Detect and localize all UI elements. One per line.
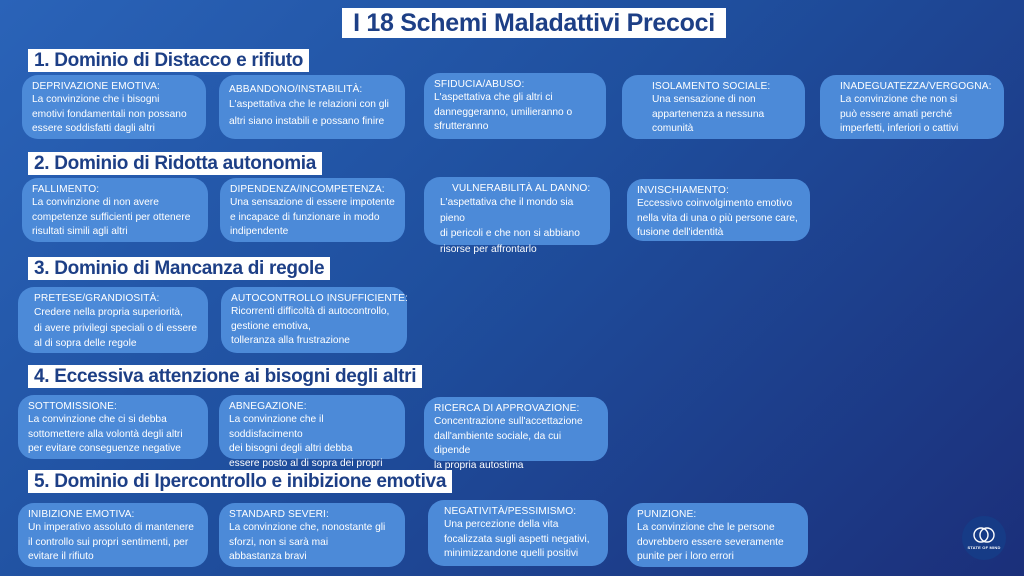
schema-card-deprivazione-emotiva — [22, 75, 206, 139]
schema-title: PRETESE/GRANDIOSITÀ: — [34, 293, 160, 304]
schema-description: Un imperativo assoluto di mantenere il controllo sui propri sentimenti, per evitare il rifiuto — [28, 522, 194, 562]
schema-title: AUTOCONTROLLO INSUFFICIENTE: — [231, 293, 408, 304]
schema-card-sfiducia — [424, 73, 606, 139]
schema-card-invischiamento — [627, 179, 810, 241]
schema-title: RICERCA DI APPROVAZIONE: — [434, 403, 580, 414]
schema-description: La convinzione che il soddisfacimento dei bisogni degli altri debba essere posto al di sopra dei propri — [229, 414, 383, 469]
schema-card-isolamento-sociale — [622, 75, 805, 139]
schema-description: L'aspettativa che le relazioni con gli altri siano instabili e possano finire — [229, 99, 389, 127]
schema-card-abbandono — [219, 75, 405, 139]
schema-description: Una percezione della vita focalizzata sugli aspetti negativi, minimizzandone quelli positivi — [444, 519, 590, 559]
schema-title: DIPENDENZA/INCOMPETENZA: — [230, 184, 385, 195]
schema-description: L'aspettativa che il mondo sia pieno di pericoli e che non si abbiano risorse per affrontarlo — [440, 197, 580, 255]
schema-description: L'aspettativa che gli altri ci danneggeranno, umilieranno o sfrutteranno — [434, 92, 573, 132]
schema-description: La convinzione che non si può essere amati perché imperfetti, inferiori o cattivi — [840, 94, 959, 134]
schema-title: SFIDUCIA/ABUSO: — [434, 79, 525, 90]
schema-description: La convinzione che, nonostante gli sforzi, non si sarà mai abbastanza bravi — [229, 522, 386, 562]
schema-card-inadeguatezza — [820, 75, 1004, 139]
schema-description: La convinzione che ci si debba sottomettere alla volontà degli altri per evitare conseguenze negative — [28, 414, 183, 454]
domain-heading-1: 1. Dominio di Distacco e rifiuto — [28, 49, 309, 72]
schema-description: La convinzione di non avere competenze sufficienti per ottenere risultati simili agli altri — [32, 197, 191, 237]
schema-title: SOTTOMISSIONE: — [28, 401, 117, 412]
schema-card-vulnerabilita — [424, 177, 610, 255]
schema-title: VULNERABILITÀ AL DANNO: — [452, 183, 591, 194]
domain-heading-2: 2. Dominio di Ridotta autonomia — [28, 152, 322, 175]
schema-title: ISOLAMENTO SOCIALE: — [652, 81, 771, 92]
schema-description: Una sensazione di non appartenenza a nessuna comunità — [652, 94, 765, 134]
schema-description: Concentrazione sull'accettazione dall'ambiente sociale, da cui dipende la propria autostima — [434, 416, 583, 471]
schema-title: INADEGUATEZZA/VERGOGNA: — [840, 81, 992, 92]
schema-card-abnegazione — [219, 395, 405, 469]
domain-heading-4: 4. Eccessiva attenzione ai bisogni degli altri — [28, 365, 422, 388]
schema-card-fallimento — [22, 178, 208, 242]
schema-description: La convinzione che le persone dovrebbero essere severamente punite per i loro errori — [637, 522, 784, 562]
schema-card-standard-severi — [219, 503, 405, 567]
overlapping-circles-icon — [972, 526, 996, 544]
schema-title: NEGATIVITÀ/PESSIMISMO: — [444, 506, 577, 517]
schema-card-negativita — [428, 500, 608, 566]
schema-card-inibizione-emotiva — [18, 503, 208, 567]
page-title: I 18 Schemi Maladattivi Precoci — [342, 8, 726, 38]
domain-heading-3: 3. Dominio di Mancanza di regole — [28, 257, 330, 280]
schema-title: STANDARD SEVERI: — [229, 509, 329, 520]
state-of-mind-logo — [962, 516, 1006, 560]
schema-card-autocontrollo — [221, 287, 407, 353]
schema-card-sottomissione — [18, 395, 208, 459]
schema-title: INIBIZIONE EMOTIVA: — [28, 509, 135, 520]
schema-title: ABNEGAZIONE: — [229, 401, 307, 412]
schema-description: Credere nella propria superiorità, di avere privilegi speciali o di essere al di sopra delle regole — [34, 307, 198, 349]
schema-card-pretese — [18, 287, 208, 353]
schema-title: DEPRIVAZIONE EMOTIVA: — [32, 81, 160, 92]
schema-title: PUNIZIONE: — [637, 509, 697, 520]
schema-card-dipendenza — [220, 178, 405, 242]
schema-description: Una sensazione di essere impotente e incapace di funzionare in modo indipendente — [230, 197, 395, 237]
schema-description: Ricorrenti difficoltà di autocontrollo, gestione emotiva, tolleranza alla frustrazione — [231, 306, 390, 346]
schema-title: FALLIMENTO: — [32, 184, 100, 195]
domain-heading-5: 5. Dominio di Ipercontrollo e inibizione emotiva — [28, 470, 452, 493]
schema-description: Eccessivo coinvolgimento emotivo nella vita di una o più persone care, fusione dell'identità — [637, 198, 798, 238]
schema-card-ricerca-approvazione — [424, 397, 608, 471]
schema-title: ABBANDONO/INSTABILITÀ: — [229, 84, 363, 95]
schema-description: La convinzione che i bisogni emotivi fondamentali non possano essere soddisfatti dagli altri — [32, 94, 187, 134]
schema-card-punizione — [627, 503, 808, 567]
schema-title: INVISCHIAMENTO: — [637, 185, 729, 196]
logo-text: STATE OF MIND — [967, 545, 1001, 550]
